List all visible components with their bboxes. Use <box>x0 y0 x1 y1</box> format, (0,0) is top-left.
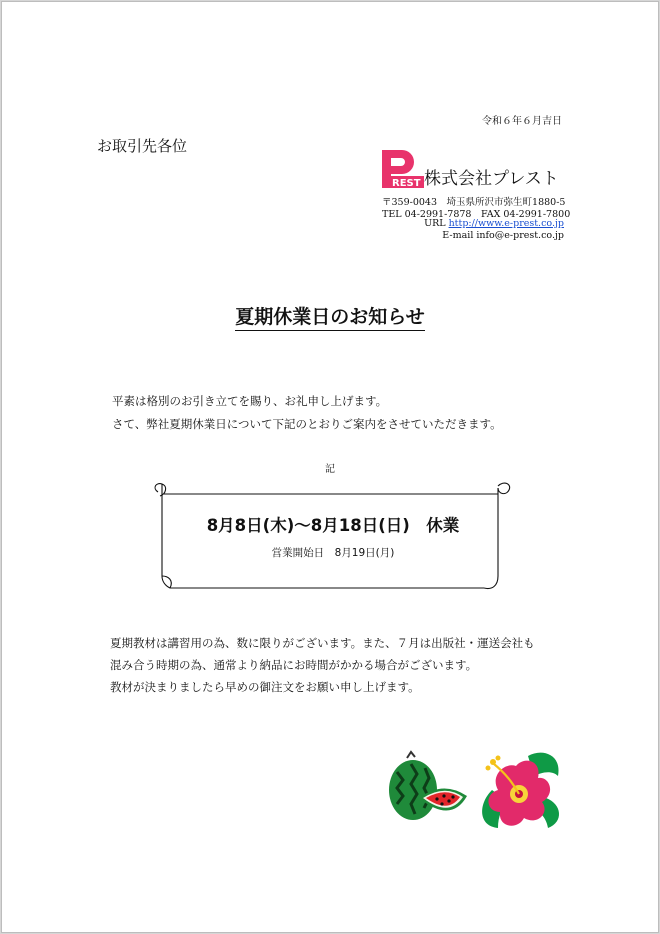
page-title <box>2 302 658 329</box>
note-line: 混み合う時期の為、通常より納品にお時間がかかる場合がございます。 <box>110 658 478 672</box>
company-url-link[interactable]: http://www.e-prest.co.jp <box>448 218 564 229</box>
email: E-mail info@e-prest.co.jp <box>442 230 564 241</box>
tel-fax: TEL 04-2991-7878 FAX 04-2991-7800 <box>382 209 571 220</box>
document-page <box>1 1 659 933</box>
page-title-text: 夏期休業日のお知らせ <box>235 306 424 331</box>
recipient: お取引先各位 <box>97 137 188 155</box>
prest-logo <box>380 148 424 190</box>
watermelon-icon <box>387 750 469 822</box>
scroll-banner <box>152 476 514 596</box>
note-line: 教材が決まりましたら早めの御注文をお願い申し上げます。 <box>110 680 420 694</box>
issue-date: 令和６年６月吉日 <box>482 116 562 127</box>
url-label: URL <box>424 218 446 229</box>
postal-address: 〒359-0043 埼玉県所沢市弥生町1880-5 <box>382 197 566 208</box>
hibiscus-icon <box>472 746 564 832</box>
reopen-date: 営業開始日 8月19日(月) <box>271 547 395 559</box>
url-line <box>382 218 564 229</box>
svg-text:REST: REST <box>392 178 421 189</box>
intro-line: さて、弊社夏期休業日について下記のとおりご案内をさせていただきます。 <box>112 417 502 431</box>
intro-line: 平素は格別のお引き立てを賜り、お礼申し上げます。 <box>112 394 388 408</box>
holiday-period: 8月8日(木)〜8月18日(日) 休業 <box>206 516 460 535</box>
prest-logo-mark <box>382 150 424 189</box>
company-name: 株式会社プレスト <box>424 169 559 189</box>
ki-marker: 記 <box>325 464 335 475</box>
note-line: 夏期教材は講習用の為、数に限りがございます。また、７月は出版社・運送会社も <box>110 636 535 650</box>
